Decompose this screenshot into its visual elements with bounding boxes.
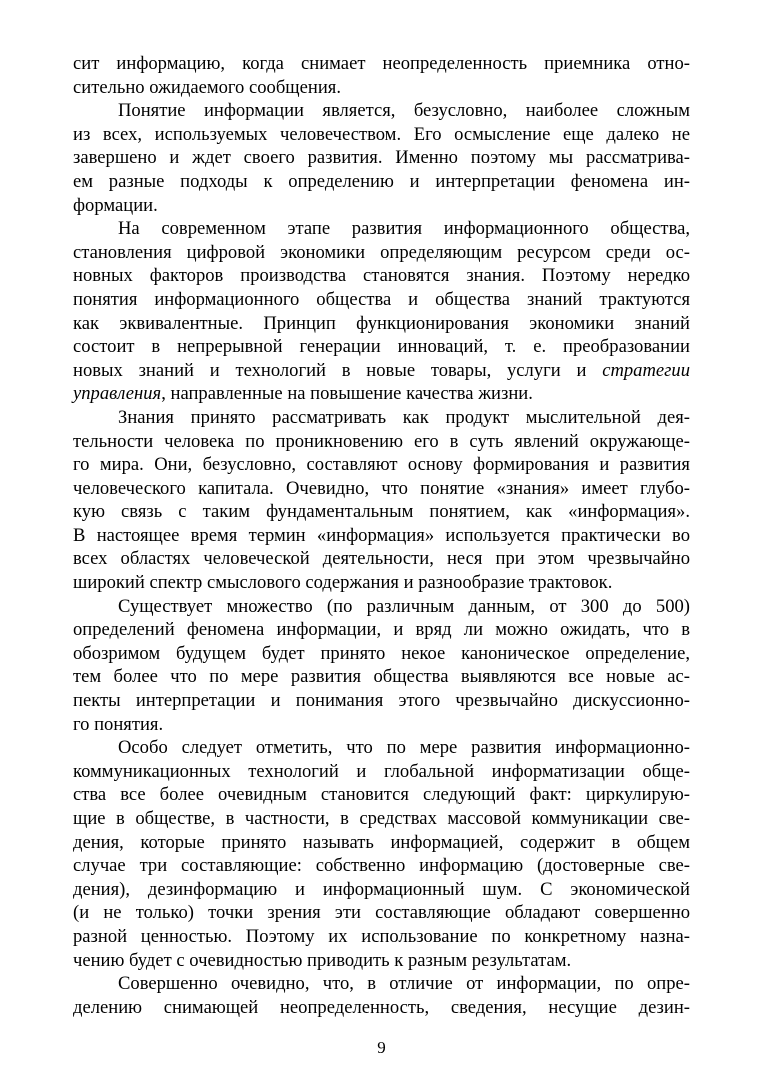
text-line (73, 382, 690, 406)
text-line: дения), дезинформацию и информационный шум. С экономической (73, 878, 690, 900)
text-line: состоит в непрерывной генерации инноваций, т. е. преобразовании (73, 336, 690, 358)
text-line: На современном этапе развития информационного общества, (118, 218, 690, 240)
text-line: дения, которые принято называть информацией, содержит в общем (73, 831, 690, 853)
text-line: Особо следует отметить, что по мере развития информационно- (118, 737, 690, 759)
text-line: понятия информационного общества и общества знаний трактуются (73, 288, 690, 310)
text-line: го понятия. (73, 713, 164, 735)
text-line: щие в обществе, в частности, в средствах массовой коммуникации све- (73, 808, 690, 829)
text-line: из всех, используемых человечеством. Его осмысление еще далеко не (73, 123, 690, 145)
text-segment: новых знаний и технологий в новые товары, услуги и (73, 359, 603, 381)
text-line: Совершенно очевидно, что, в отличие от информации, по опре- (118, 973, 690, 995)
text-line: формации. (73, 194, 158, 216)
emphasis-text: управления (73, 383, 162, 405)
text-line: Понятие информации является, безусловно, наиболее сложным (118, 100, 690, 122)
text-line: определений феномена информации, и вряд ли можно ожидать, что в (73, 619, 690, 641)
emphasis-text: стратегии (602, 359, 690, 381)
text-line (73, 359, 690, 383)
text-line: завершено и ждет своего развития. Именно поэтому мы рассматрива- (73, 147, 690, 169)
text-line: Знания принято рассматривать как продукт мыслительной дея- (118, 406, 690, 428)
text-line: делению снимающей неопределенность, сведения, несущие дезин- (73, 996, 690, 1018)
text-line: пекты интерпретации и понимания этого чрезвычайно дискуссионно- (73, 690, 690, 712)
text-line: коммуникационных технологий и глобальной информатизации обще- (73, 760, 690, 782)
text-line: как эквивалентные. Принцип функционирования экономики знаний (73, 312, 690, 334)
body-text (73, 52, 690, 1019)
text-line: сит информацию, когда снимает неопределенность приемника отно- (73, 53, 690, 74)
text-line: кую связь с таким фундаментальным понятием, как «информация». (73, 501, 690, 523)
text-line: сительно ожидаемого сообщения. (73, 76, 341, 98)
text-line: го мира. Они, безусловно, составляют основу формирования и развития (73, 454, 690, 476)
text-line: В настоящее время термин «информация» используется практически во (73, 524, 690, 546)
text-line: тельности человека по проникновению его в суть явлений окружающе- (73, 430, 690, 452)
text-line: широкий спектр смыслового содержания и разнообразие трактовок. (73, 572, 613, 594)
text-line: ем разные подходы к определению и интерпретации феномена ин- (73, 170, 690, 192)
text-line: Существует множество (по различным данным, от 300 до 500) (118, 595, 690, 617)
text-line: становления цифровой экономики определяющим ресурсом среди ос- (73, 241, 690, 263)
text-line: человеческого капитала. Очевидно, что понятие «знания» имеет глубо- (73, 477, 690, 499)
text-line: разной ценностью. Поэтому их использование по конкретному назна- (73, 925, 690, 947)
text-line: обозримом будущем будет принято некое каноническое определение, (73, 642, 690, 664)
page-number: 9 (377, 1038, 386, 1057)
text-line: чению будет с очевидностью приводить к разным результатам. (73, 949, 572, 971)
text-line: новных факторов производства становятся знания. Поэтому нередко (73, 265, 690, 287)
text-line: тем более что по мере развития общества выявляются все новые ас- (73, 666, 690, 688)
text-line: (и не только) точки зрения эти составляющие обладают совершенно (73, 902, 690, 924)
text-line: всех областях человеческой деятельности, неся при этом чрезвычайно (73, 548, 690, 570)
text-line: случае три составляющие: собственно информацию (достоверные све- (73, 855, 690, 877)
text-segment: , направленные на повышение качества жизни. (161, 383, 533, 405)
text-line: ства все более очевидным становится следующий факт: циркулирую- (73, 784, 690, 806)
